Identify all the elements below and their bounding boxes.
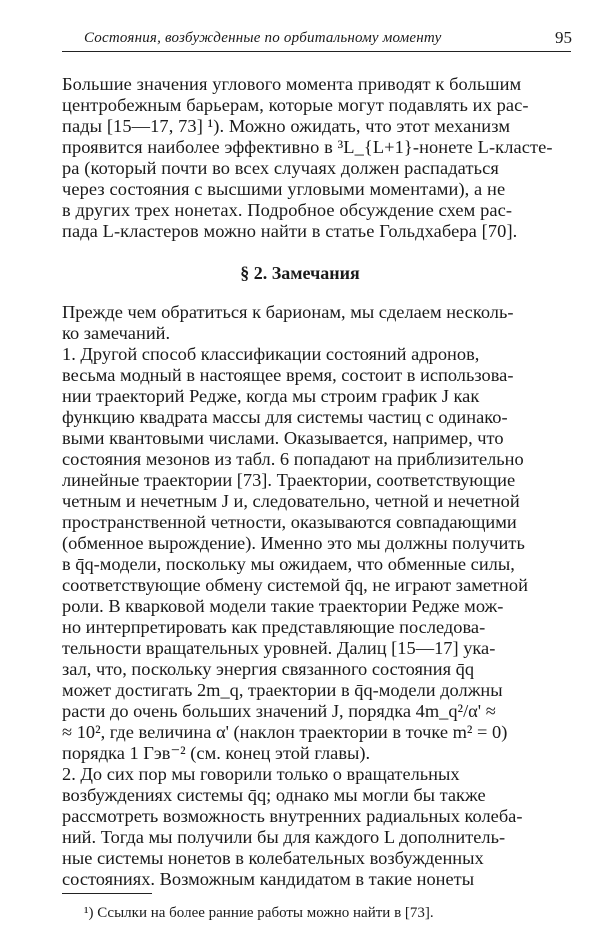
header-rule	[62, 51, 571, 52]
text-line: весьма модный в настоящее время, состоит в использова-	[62, 365, 514, 385]
text-line: ра (который почти во всех случаях должен распадаться	[62, 158, 499, 178]
text-line: тельности вращательных уровней. Далиц [15—17] ука-	[62, 638, 496, 658]
text-line: состояния мезонов из табл. 6 попадают на приблизительно	[62, 449, 524, 469]
text-line: в других трех нонетах. Подробное обсуждение схем рас-	[62, 200, 513, 220]
text-line: в q̄q-модели, поскольку мы ожидаем, что обменные силы,	[62, 554, 515, 574]
text-line: линейные траектории [73]. Траектории, соответствующие	[62, 470, 516, 490]
text-line: рассмотреть возможность внутренних радиальных колеба-	[62, 806, 523, 826]
text-line: возбуждениях системы q̄q; однако мы могли бы также	[62, 785, 486, 805]
text-line: (обменное вырождение). Именно это мы должны получить	[62, 533, 525, 553]
running-title: Состояния, возбужденные по орбитальному моменту	[84, 30, 442, 46]
text-line: проявится наиболее эффективно в ³L_{L+1}-нонете L-класте-	[62, 137, 553, 157]
text-line: пада L-кластеров можно найти в статье Гольдхабера [70].	[62, 221, 518, 241]
text-line: ний. Тогда мы получили бы для каждого L дополнитель-	[62, 827, 506, 847]
text-line: через состояния с высшими угловыми моментами), а не	[62, 179, 506, 199]
text-line: Прежде чем обратиться к барионам, мы сделаем несколь-	[62, 302, 514, 322]
text-line: зал, что, поскольку энергия связанного состояния q̄q	[62, 659, 475, 679]
text-line: нии траекторий Редже, когда мы строим график J как	[62, 386, 480, 406]
text-line: расти до очень больших значений J, порядка 4m_q²/α' ≈	[62, 701, 496, 721]
text-line: пады [15—17, 73] ¹). Можно ожидать, что этот механизм	[62, 116, 511, 136]
section-heading: § 2. Замечания	[240, 263, 360, 283]
text-line: порядка 1 Гэв⁻² (см. конец этой главы).	[62, 743, 371, 763]
text-line: ные системы нонетов в колебательных возбужденных	[62, 848, 484, 868]
footnote: ¹) Ссылки на более ранние работы можно найти в [73].	[84, 905, 434, 921]
footnote-rule	[62, 893, 152, 894]
text-line: центробежным барьерам, которые могут подавлять их рас-	[62, 95, 529, 115]
text-line: ко замечаний.	[62, 323, 171, 343]
text-line: 1. Другой способ классификации состояний адронов,	[62, 344, 480, 364]
text-line: соответствующие обмену системой q̄q, не играют заметной	[62, 575, 528, 595]
text-line: может достигать 2m_q, траектории в q̄q-модели должны	[62, 680, 503, 700]
running-head	[84, 28, 572, 50]
text-line: ≈ 10², где величина α' (наклон траектории в точке m² = 0)	[62, 722, 508, 742]
text-line: пространственной четности, оказываются совпадающими	[62, 512, 517, 532]
text-line: роли. В кварковой модели такие траектории Редже мож-	[62, 596, 504, 616]
text-line: состояниях. Возможным кандидатом в такие нонеты	[62, 869, 475, 889]
text-line: 2. До сих пор мы говорили только о вращательных	[62, 764, 460, 784]
text-line: четным и нечетным J и, следовательно, четной и нечетной	[62, 491, 520, 511]
page-number: 95	[555, 28, 572, 47]
text-line: функцию квадрата массы для системы частиц с одинако-	[62, 407, 508, 427]
text-line: но интерпретировать как представляющие последова-	[62, 617, 486, 637]
text-line: Большие значения углового момента приводят к большим	[62, 74, 522, 94]
text-line: выми квантовыми числами. Оказывается, например, что	[62, 428, 504, 448]
